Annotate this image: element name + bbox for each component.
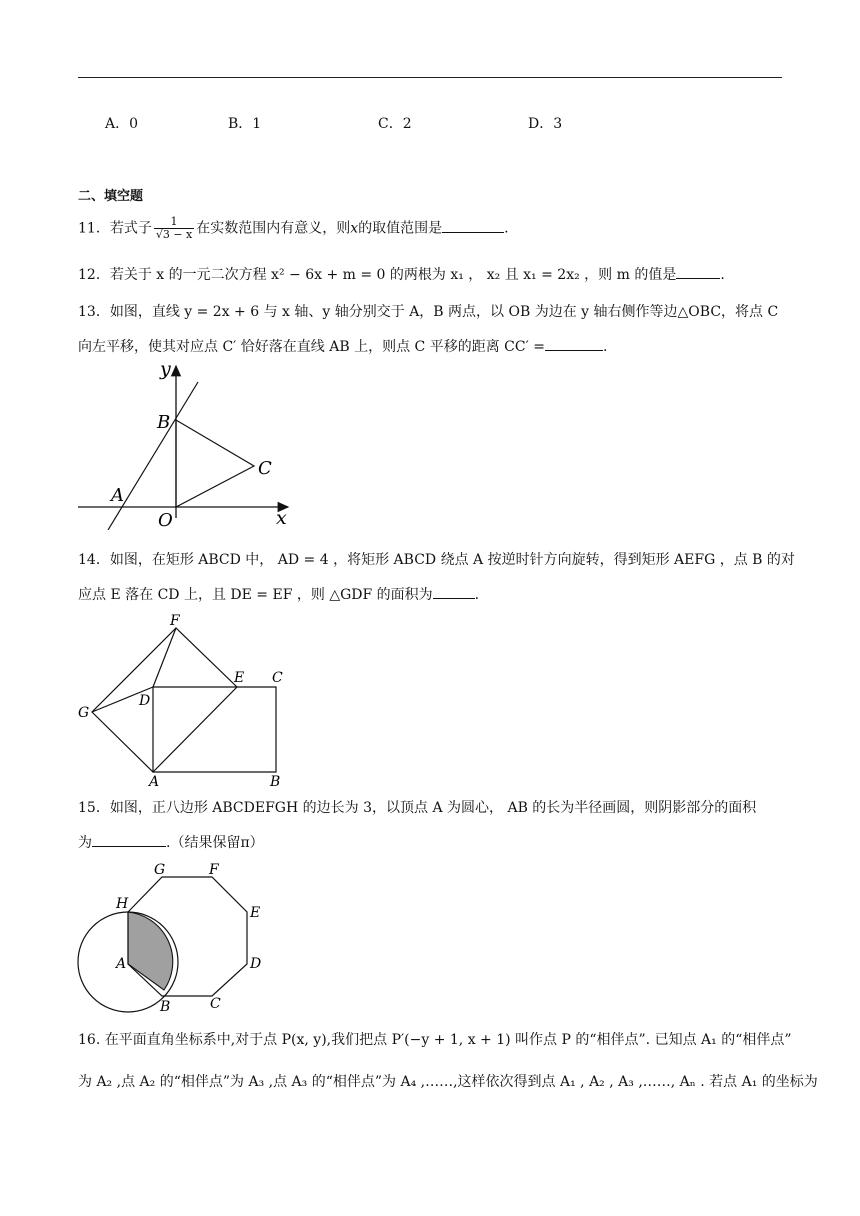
q11-number: 11． bbox=[78, 220, 110, 237]
label-a: A bbox=[116, 956, 127, 972]
label-f: F bbox=[209, 862, 219, 878]
rectangle-abcd bbox=[153, 687, 276, 772]
q12-answer-blank[interactable] bbox=[676, 264, 720, 279]
choice-c: C．2 bbox=[378, 116, 412, 132]
q11-pre: 若式子 bbox=[109, 220, 152, 237]
q13-answer-blank[interactable] bbox=[545, 336, 603, 351]
question-15-line1: 15．如图，正八边形 ABCDEFGH 的边长为 3，以顶点 A 为圆心， AB 的长为半径画圆，则阴影部分的面积 bbox=[78, 800, 757, 816]
question-16-line2: 为 A₂ ,点 A₂ 的“相伴点”为 A₃ ,点 A₃ 的“相伴点”为 A₄ ,……,这样依次得到点 A₁ , A₂ , A₃ ,……, Aₙ . 若点 A₁ 的坐标为 bbox=[78, 1074, 818, 1090]
label-d: D bbox=[139, 693, 151, 709]
q13-line2-text: 向左平移，使其对应点 C′ 恰好落在直线 AB 上，则点 C 平移的距离 CC′ = bbox=[78, 339, 545, 355]
header-rule bbox=[78, 77, 782, 78]
question-14-line1: 14．如图，在矩形 ABCD 中， AD = 4 ，将矩形 ABCD 绕点 A 按逆时针方向旋转，得到矩形 AEFG ，点 B 的对 bbox=[78, 552, 795, 568]
label-y: y bbox=[160, 358, 171, 380]
label-e: E bbox=[250, 905, 261, 921]
q14-answer-blank[interactable] bbox=[433, 584, 475, 599]
q11-fraction bbox=[154, 216, 194, 241]
label-c: C bbox=[272, 670, 283, 686]
triangle-obc bbox=[176, 420, 254, 507]
q15-line2-pre: 为 bbox=[78, 835, 92, 851]
q12-text: 12．若关于 x 的一元二次方程 x² − 6x + m = 0 的两根为 x₁ ， x₂ 且 x₁ = 2x₂ ，则 m 的值是 bbox=[78, 267, 677, 283]
label-e: E bbox=[234, 670, 245, 686]
label-b: B bbox=[270, 774, 281, 786]
rectangle-aefg bbox=[92, 628, 237, 772]
label-b: B bbox=[157, 412, 171, 433]
q11-end: . bbox=[504, 220, 509, 237]
question-13-line2 bbox=[78, 336, 607, 357]
label-g: G bbox=[78, 705, 90, 721]
q12-end: . bbox=[720, 267, 725, 283]
label-x: x bbox=[276, 507, 287, 529]
q13-figure bbox=[70, 358, 310, 530]
q11-var: x bbox=[350, 220, 359, 237]
segment-df bbox=[153, 628, 176, 687]
q14-figure bbox=[72, 608, 292, 786]
q14-line2-text: 应点 E 落在 CD 上，且 DE = EF ，则 △GDF 的面积为 bbox=[78, 587, 433, 603]
q11-post: 的取值范围是 bbox=[358, 220, 443, 237]
question-15-line2 bbox=[78, 832, 264, 853]
question-14-line2 bbox=[78, 584, 479, 605]
choice-a: A．0 bbox=[105, 116, 139, 132]
label-f: F bbox=[170, 613, 180, 629]
q11-answer-blank[interactable] bbox=[442, 218, 504, 233]
q14-end: . bbox=[474, 587, 480, 603]
label-g: G bbox=[154, 862, 166, 878]
q15-answer-blank[interactable] bbox=[92, 832, 166, 847]
q11-frac-den: √3 − x bbox=[155, 228, 193, 241]
question-11 bbox=[78, 216, 509, 241]
question-12 bbox=[78, 264, 725, 285]
line-ab bbox=[108, 382, 198, 530]
question-13-line1: 13．如图，直线 y = 2x + 6 与 x 轴、y 轴分别交于 A，B 两点，以 OB 为边在 y 轴右侧作等边△OBC，将点 C bbox=[78, 304, 779, 320]
label-c: C bbox=[258, 458, 272, 479]
q11-frac-num: 1 bbox=[154, 216, 194, 229]
label-b: B bbox=[160, 999, 171, 1014]
q11-mid: 在实数范围内有意义，则 bbox=[196, 220, 351, 237]
label-d: D bbox=[250, 956, 262, 972]
label-o: O bbox=[158, 510, 173, 530]
label-a: A bbox=[111, 485, 124, 506]
question-16-line1: 16. 在平面直角坐标系中,对于点 P(x, y),我们把点 P′(−y + 1, x + 1) 叫作点 P 的“相伴点”. 已知点 A₁ 的“相伴点” bbox=[78, 1032, 792, 1048]
q15-line2-post: .（结果保留π） bbox=[166, 835, 264, 851]
section-title: 二、填空题 bbox=[78, 189, 144, 204]
label-h: H bbox=[116, 896, 129, 912]
q13-end: . bbox=[602, 339, 608, 355]
choice-d: D．3 bbox=[528, 116, 563, 132]
label-c: C bbox=[210, 996, 221, 1012]
choice-b: B．1 bbox=[228, 116, 262, 132]
shaded-region bbox=[128, 912, 173, 990]
q15-figure bbox=[72, 856, 282, 1014]
label-a: A bbox=[149, 774, 160, 786]
